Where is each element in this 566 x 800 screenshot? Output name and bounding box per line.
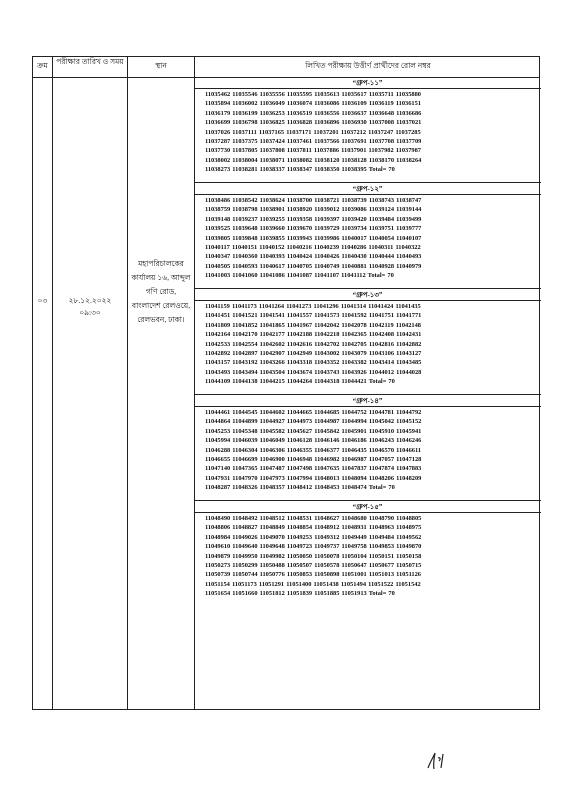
roll-list <box>194 407 541 493</box>
roll-line: 11040505 11040593 11040617 11040705 11040749 11040881 11040928 11040979 <box>205 262 422 270</box>
roll-line: 11048806 11048827 11048849 11048854 11048912 11048931 11048963 11048975 <box>205 524 422 532</box>
roll-line: 11038002 11038004 11038071 11038082 11038120 11038128 11038170 11038264 <box>205 156 422 164</box>
roll-line: 11037287 11037375 11037424 11037461 11037566 11037691 11037708 11037709 <box>205 138 422 146</box>
exam-time: ০৯:৩০ <box>79 308 101 317</box>
roll-line: 11043157 11043192 11043266 11043318 11043352 11043382 11043414 11043485 <box>205 359 422 367</box>
exam-venue: মহাপরিচালকের কার্যালয় ১৬, আব্দুল গণি রোড, বাংলাদেশ রেলওয়ে, রেলভবন, ঢাকা। <box>131 259 191 324</box>
roll-line: 11037026 11037111 11037165 11037171 11037201 11037212 11037247 11037285 <box>205 128 421 136</box>
group-title: “গ্রুপ-১৪” <box>194 396 541 407</box>
column-divider <box>127 57 128 709</box>
header-serial: ক্রম <box>37 61 48 70</box>
roll-line: 11043493 11043494 11043504 11043674 11043743 11043926 11044012 11044028 <box>205 368 422 376</box>
roll-line: 11045994 11046039 11046049 11046128 11046146 11046186 11046243 11046246 <box>205 437 422 445</box>
roll-group <box>194 502 541 609</box>
roll-line: 11041159 11041173 11041264 11041273 11041296 11041314 11041424 11041435 <box>205 303 421 310</box>
roll-line: 11049610 11049640 11049648 11049723 11049737 11049758 11049853 11049870 <box>205 543 422 551</box>
roll-line: 11051154 11051173 11051291 11051400 11051438 11051494 11051522 11051542 <box>205 580 421 588</box>
roll-line: 11048287 11048326 11048357 11048412 11048453 11048474 Total= 70 <box>205 484 395 492</box>
roll-line: 11041003 11041060 11041086 11041087 11041107 11041112 Total= 70 <box>205 272 394 280</box>
roll-list <box>194 301 541 387</box>
roll-line: 11041451 11041521 11041541 11041557 11041573 11041592 11041751 11041771 <box>205 312 422 320</box>
roll-line: 11051654 11051660 11051812 11051839 11051885 11051913 Total= 70 <box>205 590 395 598</box>
roll-list <box>194 513 541 599</box>
roll-line: 11042164 11042170 11042177 11042188 11042218 11042365 11042408 11042431 <box>205 331 422 339</box>
group-title: “গ্রুপ-১২” <box>194 184 541 195</box>
roll-line: 11038273 11038281 11038337 11038347 11038350 11038395 Total= 70 <box>205 166 395 174</box>
group-title: “গ্রুপ-১১” <box>194 78 541 89</box>
roll-group <box>194 78 541 183</box>
roll-line: 11041809 11041852 11041865 11041967 11042042 11042078 11042119 11042148 <box>205 321 422 329</box>
header-venue: স্থান <box>155 61 167 70</box>
column-divider <box>52 57 53 709</box>
roll-line: 11048490 11048492 11048512 11048531 11048627 11048680 11048790 11048805 <box>205 515 422 522</box>
roll-line: 11046288 11046304 11046306 11046355 11046377 11046435 11046570 11046611 <box>205 446 422 454</box>
roll-line: 11038486 11038542 11038624 11038700 11038721 11038739 11038743 11038747 <box>205 197 422 204</box>
roll-list <box>194 195 541 281</box>
roll-line: 11039148 11039237 11039255 11039358 11039397 11039420 11039484 11039499 <box>205 215 422 223</box>
roll-group <box>194 396 541 501</box>
roll-line: 11047140 11047365 11047487 11047498 11047635 11047837 11047874 11047883 <box>205 465 422 473</box>
roll-line: 11039805 11039848 11039855 11039943 11039986 11040017 11040054 11040107 <box>205 234 422 242</box>
roll-line: 11042892 11042897 11042907 11042949 11043002 11043079 11043106 11043127 <box>205 350 422 358</box>
roll-line: 11042533 11042554 11042602 11042616 11042702 11042705 11042816 11042882 <box>205 340 422 348</box>
roll-line: 11047931 11047970 11047973 11047994 11048013 11048094 11048206 11048209 <box>205 474 422 482</box>
exam-date: ২৮.১২.২০২২ <box>68 296 112 305</box>
roll-line: 11046655 11046699 11046900 11046948 11046982 11046987 11047057 11047128 <box>205 456 422 464</box>
roll-group <box>194 290 541 395</box>
roll-line: 11050739 11050744 11050776 11050853 11050898 11051001 11051013 11051126 <box>205 571 422 579</box>
header-roll-numbers: লিখিত পরীক্ষায় উত্তীর্ণ প্রার্থীদের রোল নম্বর <box>305 61 431 70</box>
group-title: “গ্রুপ-১৫” <box>194 502 541 513</box>
roll-list <box>194 89 541 175</box>
roll-line: 11045253 11045348 11045582 11045627 11045842 11045901 11045910 11045941 <box>205 427 422 435</box>
roll-line: 11050273 11050299 11050488 11050507 11050578 11050647 11050677 11050715 <box>205 562 422 570</box>
serial-number: ০৩ <box>37 296 48 305</box>
roll-line: 11038759 11038798 11038901 11038920 11039012 11039086 11039124 11039144 <box>205 206 422 214</box>
group-title: “গ্রুপ-১৩” <box>194 290 541 301</box>
roll-group <box>194 184 541 289</box>
roll-line: 11035462 11035546 11035556 11035595 11035613 11035617 11035711 11035880 <box>205 91 422 98</box>
roll-line: 11036699 11036798 11036825 11036828 11036896 11036930 11037008 11037021 <box>205 119 422 127</box>
roll-line: 11048984 11049026 11049070 11049253 11049312 11049449 11049484 11049562 <box>205 533 422 541</box>
roll-line: 11036179 11036199 11036253 11036519 11036556 11036637 11036648 11036686 <box>205 109 422 117</box>
roll-line: 11039525 11039648 11039660 11039670 11039729 11039734 11039751 11039777 <box>205 225 422 233</box>
roll-line: 11037730 11037805 11037808 11037811 11037886 11037901 11037982 11037987 <box>205 147 422 155</box>
results-table <box>32 56 540 710</box>
signature-mark <box>425 750 451 772</box>
roll-line: 11040347 11040360 11040393 11040424 11040426 11040430 11040444 11040493 <box>205 253 422 261</box>
roll-line: 11044109 11044138 11044215 11044264 11044318 11044421 Total= 70 <box>205 378 395 386</box>
roll-line: 11040117 11040151 11040152 11040216 11040239 11040286 11040311 11040322 <box>205 244 421 252</box>
header-date-time: পরীক্ষার তারিখ ও সময় <box>56 57 124 66</box>
roll-line: 11044461 11044545 11044602 11044665 11044685 11044752 11044781 11044792 <box>205 409 422 416</box>
roll-line: 11049879 11049950 11049982 11050050 11050078 11050104 11050151 11050158 <box>205 552 422 560</box>
roll-line: 11044864 11044899 11044927 11044973 11044987 11044994 11045042 11045152 <box>205 418 422 426</box>
roll-line: 11035894 11036002 11036049 11036074 11036086 11036109 11036119 11036151 <box>205 100 422 108</box>
